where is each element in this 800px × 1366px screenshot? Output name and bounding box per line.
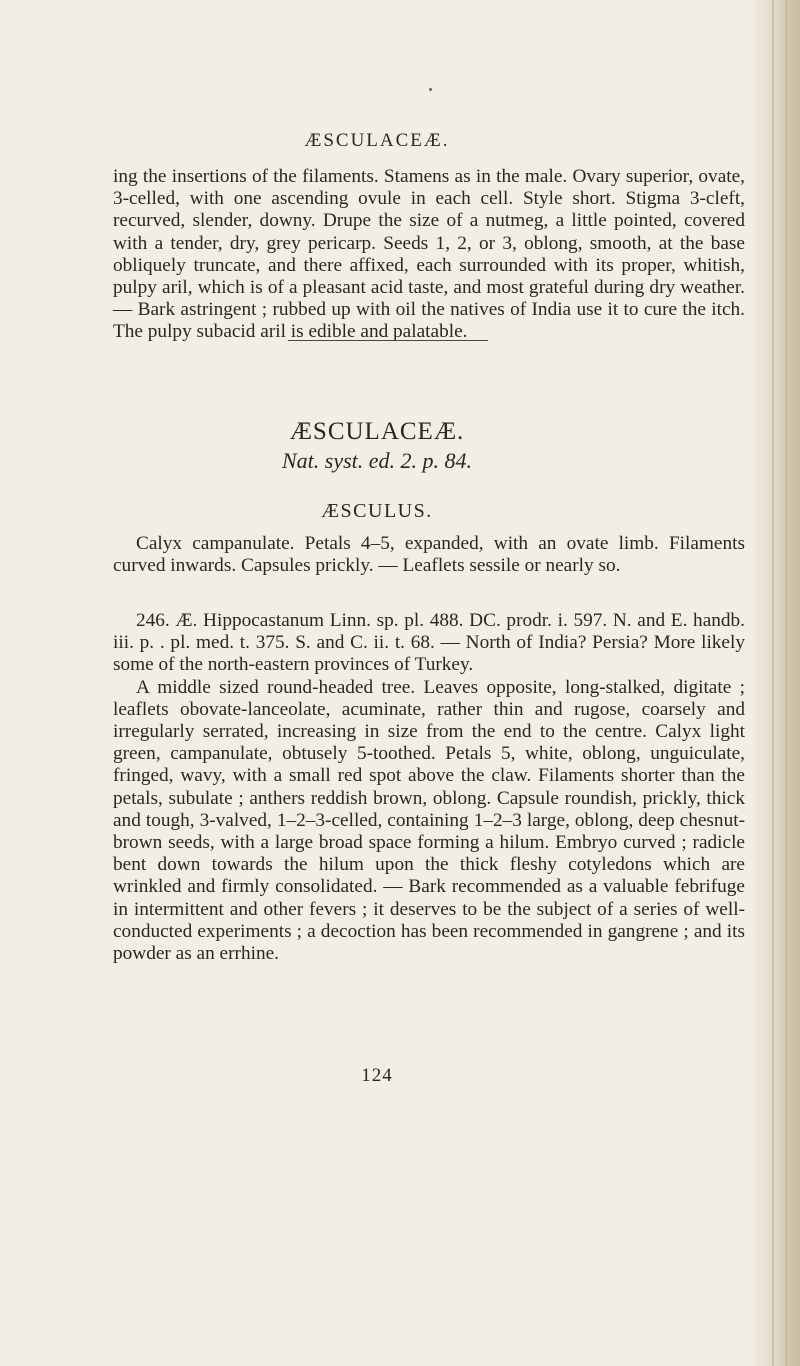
genus-section: [113, 533, 745, 577]
paper-speck: [429, 88, 432, 91]
page-number: 124: [361, 1065, 393, 1086]
page-gutter-shadow: [754, 0, 800, 1366]
species-description: A middle sized round-headed tree. Leaves opposite, long-stalked, digitate ; leaflets obovate-lanceolate, acuminate, rather thin and rugose, coarsely and irregularly serrated, increasing in size from the end to the centre. Calyx light green, campanulate, obtusely 5-toothed. Petals 5, white, oblong, unguiculate, fringed, wavy, with a small red spot above the claw. Filaments shorter than the petals, subulate ; anthers reddish brown, oblong. Capsule roundish, prickly, thick and tough, 3-valved, 1–2–3-celled, containing 1–2–3 large, oblong, deep chesnut-brown seeds, with a large broad space forming a hilum. Embryo curved ; radicle bent down towards the hilum upon the thick fleshy cotyledons which are wrinkled and firmly consolidated. — Bark recommended as a valuable febrifuge in intermittent and other fevers ; it deserves to be the subject of a series of well-conducted experiments ; a decoction has been recommended in gangrene ; and its powder as an errhine.: [113, 676, 745, 965]
family-reference: Nat. syst. ed. 2. p. 84.: [281, 448, 473, 473]
species-section: [113, 610, 745, 965]
section-divider: [288, 340, 488, 341]
genus-title: ÆSCULUS.: [321, 500, 433, 522]
species-entry: 246. Æ. Hippocastanum Linn. sp. pl. 488. DC. prodr. i. 597. N. and E. handb. iii. p. . pl. med. t. 375. S. and C. ii. t. 68. — North of India? Persia? More likely some of the north-eastern provinces of Turkey.: [113, 610, 745, 676]
running-head: ÆSCULACEÆ.: [304, 130, 450, 151]
continuation-section: [113, 166, 745, 344]
genus-description: Calyx campanulate. Petals 4–5, expanded, with an ovate limb. Filaments curved inwards. Capsules prickly. — Leaflets sessile or nearly so.: [113, 533, 745, 577]
continuation-paragraph: ing the insertions of the filaments. Stamens as in the male. Ovary superior, ovate, 3-celled, with one ascending ovule in each cell. Style short. Stigma 3-cleft, recurved, slender, downy. Drupe the size of a nutmeg, a little pointed, covered with a tender, dry, grey pericarp. Seeds 1, 2, or 3, oblong, smooth, at the base obliquely truncate, and there affixed, each surrounded with its proper, whitish, pulpy aril, which is of a pleasant acid taste, and most grateful during dry weather. — Bark astringent ; rubbed up with oil the natives of India use it to cure the itch. The pulpy subacid aril is edible and palatable.: [113, 166, 745, 343]
family-title: ÆSCULACEÆ.: [289, 418, 465, 445]
